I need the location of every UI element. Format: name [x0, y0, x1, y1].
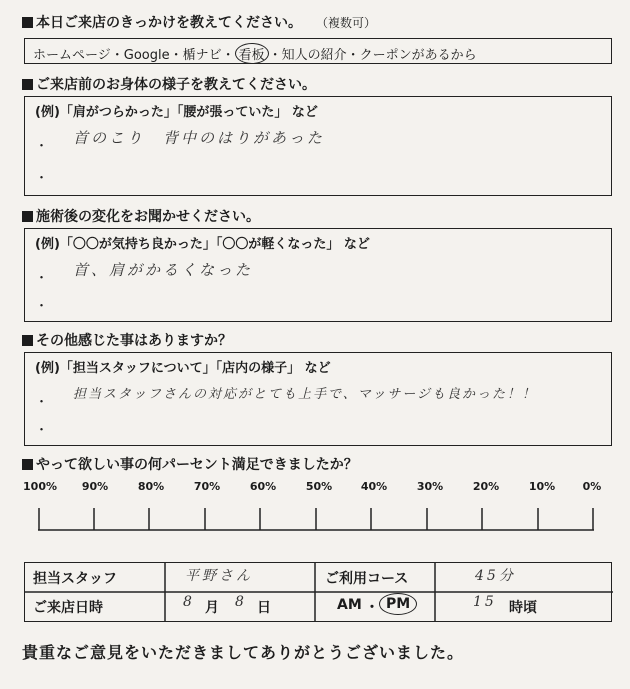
- q3-bullet-1: ・: [35, 271, 49, 286]
- scale-label: 40%: [360, 480, 388, 493]
- ampm-separator: ・: [365, 600, 379, 616]
- q5-heading: [22, 454, 358, 474]
- pm-option-circled[interactable]: PM: [379, 593, 417, 615]
- course-label: ご利用コース: [325, 571, 409, 587]
- scale-label: 20%: [472, 480, 500, 493]
- date-label: ご来店日時: [33, 600, 103, 616]
- hour-unit: 時頃: [509, 600, 537, 616]
- scale-label: 70%: [193, 480, 221, 493]
- q4-example: (例)「担当スタッフについて」「店内の様子」 など: [35, 361, 331, 376]
- q1-title: 本日ご来店のきっかけを教えてください。: [36, 15, 302, 31]
- q1-options-box: [24, 38, 612, 64]
- q3-answer-line-1[interactable]: 首、肩がかるくなった: [73, 261, 254, 279]
- staff-label: 担当スタッフ: [33, 571, 117, 587]
- square-bullet-icon: [22, 459, 33, 470]
- q2-answer-line-1[interactable]: 首のこり 背中のはりがあった: [73, 129, 325, 147]
- satisfaction-scale[interactable]: [38, 508, 594, 532]
- q2-bullet-1: ・: [35, 139, 49, 154]
- q1-option-circled[interactable]: 看板: [235, 43, 269, 64]
- scale-label: 60%: [249, 480, 277, 493]
- q3-bullet-2: ・: [35, 299, 49, 314]
- q2-heading: [22, 74, 316, 94]
- hour-value[interactable]: 15: [473, 594, 497, 610]
- q3-example: (例)「〇〇が気持ち良かった」「〇〇が軽くなった」 など: [35, 237, 370, 252]
- scale-label: 90%: [81, 480, 109, 493]
- scale-label: 50%: [305, 480, 333, 493]
- q4-bullet-2: ・: [35, 423, 49, 438]
- q4-answer-line-1[interactable]: 担当スタッフさんの対応がとても上手で、マッサージも良かった！！: [73, 387, 537, 402]
- staff-value[interactable]: 平野さん: [185, 568, 253, 584]
- satisfaction-scale-labels: [24, 480, 612, 496]
- q1-option-b: ・知人の紹介・クーポンがあるから: [268, 48, 477, 63]
- q3-answer-box: [24, 228, 612, 322]
- square-bullet-icon: [22, 211, 33, 222]
- q3-title: 施術後の変化をお聞かせください。: [36, 209, 260, 225]
- q2-example: (例)「肩がつらかった」「腰が張っていた」 など: [35, 105, 318, 120]
- scale-label: 10%: [528, 480, 556, 493]
- day-unit: 日: [257, 600, 271, 616]
- am-option[interactable]: AM: [337, 597, 362, 613]
- month-value[interactable]: 8: [183, 594, 195, 610]
- q3-heading: [22, 206, 260, 226]
- q1-option-a: ホームページ・Google・楯ナビ・: [33, 48, 235, 63]
- q4-heading: [22, 330, 232, 350]
- q2-title: ご来店前のお身体の様子を教えてください。: [36, 77, 316, 93]
- day-value[interactable]: 8: [235, 594, 247, 610]
- q1-heading: [22, 12, 376, 32]
- course-value[interactable]: 45分: [475, 568, 516, 584]
- scale-label: 100%: [23, 480, 57, 493]
- month-unit: 月: [205, 600, 219, 616]
- square-bullet-icon: [22, 17, 33, 28]
- scale-label: 30%: [416, 480, 444, 493]
- q4-bullet-1: ・: [35, 395, 49, 410]
- q5-title: やって欲しい事の何パーセント満足できましたか？: [36, 457, 358, 473]
- thank-you-message: 貴重なご意見をいただきましてありがとうございました。: [22, 643, 465, 662]
- square-bullet-icon: [22, 79, 33, 90]
- scale-label: 0%: [582, 480, 602, 493]
- q4-title: その他感じた事はありますか？: [36, 333, 232, 349]
- q1-note: （複数可）: [322, 16, 377, 30]
- scale-label: 80%: [137, 480, 165, 493]
- q2-answer-box: [24, 96, 612, 196]
- visit-info-table: [24, 562, 612, 622]
- q2-bullet-2: ・: [35, 171, 49, 186]
- q4-answer-box: [24, 352, 612, 446]
- square-bullet-icon: [22, 335, 33, 346]
